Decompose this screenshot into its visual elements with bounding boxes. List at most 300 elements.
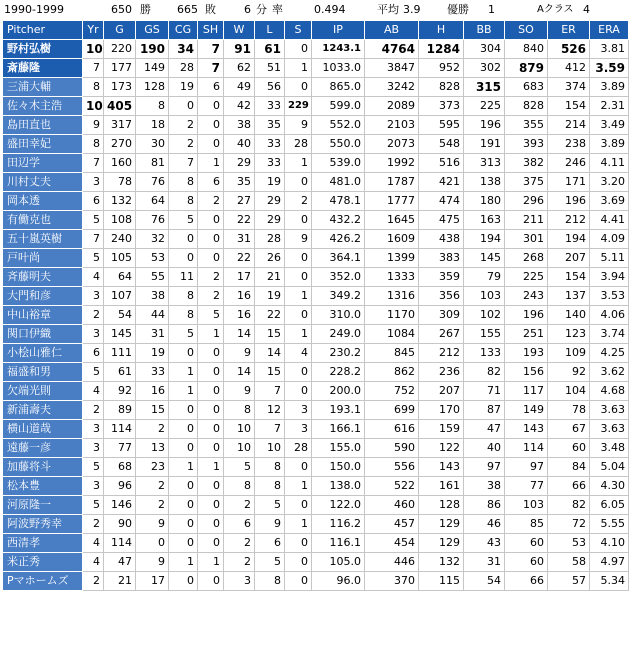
cell-cg: 0 (169, 439, 198, 458)
cell-ab: 2089 (365, 97, 419, 116)
pitcher-name: 河原隆一 (3, 496, 83, 515)
cell-bb: 194 (464, 230, 505, 249)
cell-g: 270 (104, 135, 136, 154)
cell-ip: 432.2 (312, 211, 365, 230)
cell-l: 5 (255, 496, 285, 515)
cell-sh: 7 (198, 40, 224, 59)
cell-so: 156 (505, 363, 548, 382)
table-row (3, 420, 629, 439)
pitcher-name: 野村弘樹 (3, 40, 83, 59)
cell-ip: 349.2 (312, 287, 365, 306)
cell-yr: 8 (83, 78, 104, 97)
cell-cg: 0 (169, 344, 198, 363)
cell-w: 5 (224, 458, 255, 477)
cell-ab: 1399 (365, 249, 419, 268)
cell-yr: 5 (83, 211, 104, 230)
cell-cg: 0 (169, 249, 198, 268)
cell-ab: 845 (365, 344, 419, 363)
aclass-label: Aクラス (537, 4, 574, 15)
cell-sh: 0 (198, 496, 224, 515)
cell-s: 1 (285, 515, 312, 534)
pitcher-name: 三浦大輔 (3, 78, 83, 97)
table-row (3, 382, 629, 401)
table-row (3, 439, 629, 458)
cell-bb: 163 (464, 211, 505, 230)
cell-w: 9 (224, 382, 255, 401)
cell-yr: 4 (83, 382, 104, 401)
pitcher-name: 盛田幸妃 (3, 135, 83, 154)
cell-g: 47 (104, 553, 136, 572)
cell-s: 1 (285, 477, 312, 496)
cell-g: 114 (104, 420, 136, 439)
column-header-cg: CG (169, 21, 198, 40)
cell-so: 60 (505, 553, 548, 572)
header-row (3, 21, 629, 40)
cell-gs: 2 (136, 496, 169, 515)
column-header-gs: GS (136, 21, 169, 40)
cell-bb: 43 (464, 534, 505, 553)
table-row (3, 249, 629, 268)
cell-so: 393 (505, 135, 548, 154)
cell-gs: 2 (136, 477, 169, 496)
cell-sh: 1 (198, 458, 224, 477)
cell-sh: 1 (198, 154, 224, 173)
cell-er: 140 (548, 306, 590, 325)
cell-s: 0 (285, 40, 312, 59)
cell-bb: 38 (464, 477, 505, 496)
cell-er: 238 (548, 135, 590, 154)
cell-sh: 0 (198, 230, 224, 249)
cell-g: 105 (104, 249, 136, 268)
cell-ip: 552.0 (312, 116, 365, 135)
cell-era: 4.97 (590, 553, 629, 572)
cell-sh: 1 (198, 325, 224, 344)
cell-cg: 5 (169, 211, 198, 230)
cell-h: 359 (419, 268, 464, 287)
cell-l: 15 (255, 325, 285, 344)
cell-ip: 426.2 (312, 230, 365, 249)
table-row (3, 496, 629, 515)
cell-g: 146 (104, 496, 136, 515)
cell-gs: 0 (136, 534, 169, 553)
cell-w: 16 (224, 287, 255, 306)
cell-cg: 1 (169, 363, 198, 382)
cell-ab: 1645 (365, 211, 419, 230)
pitcher-name: 米正秀 (3, 553, 83, 572)
cell-ip: 352.0 (312, 268, 365, 287)
cell-ip: 249.0 (312, 325, 365, 344)
cell-yr: 7 (83, 154, 104, 173)
pitcher-name: 遠藤一彦 (3, 439, 83, 458)
cell-sh: 1 (198, 553, 224, 572)
cell-l: 14 (255, 344, 285, 363)
cell-era: 3.94 (590, 268, 629, 287)
cell-sh: 0 (198, 515, 224, 534)
cell-g: 107 (104, 287, 136, 306)
cell-g: 160 (104, 154, 136, 173)
cell-bb: 180 (464, 192, 505, 211)
cell-bb: 225 (464, 97, 505, 116)
cell-w: 29 (224, 154, 255, 173)
cell-s: 0 (285, 306, 312, 325)
cell-w: 16 (224, 306, 255, 325)
cell-g: 77 (104, 439, 136, 458)
cell-yr: 9 (83, 116, 104, 135)
cell-er: 82 (548, 496, 590, 515)
cell-g: 64 (104, 268, 136, 287)
cell-gs: 8 (136, 97, 169, 116)
cell-gs: 81 (136, 154, 169, 173)
cell-cg: 7 (169, 154, 198, 173)
cell-s: 3 (285, 401, 312, 420)
cell-w: 38 (224, 116, 255, 135)
table-row (3, 230, 629, 249)
cell-yr: 2 (83, 401, 104, 420)
cell-yr: 3 (83, 439, 104, 458)
cell-sh: 0 (198, 116, 224, 135)
table-row (3, 97, 629, 116)
cell-bb: 86 (464, 496, 505, 515)
cell-h: 129 (419, 534, 464, 553)
column-header-w: W (224, 21, 255, 40)
cell-er: 154 (548, 97, 590, 116)
cell-s: 3 (285, 420, 312, 439)
losses-count: 665 (177, 3, 198, 16)
cell-g: 177 (104, 59, 136, 78)
table-row (3, 458, 629, 477)
cell-cg: 28 (169, 59, 198, 78)
cell-s: 9 (285, 116, 312, 135)
cell-cg: 0 (169, 572, 198, 591)
cell-er: 171 (548, 173, 590, 192)
cell-h: 474 (419, 192, 464, 211)
column-header-g: G (104, 21, 136, 40)
draws-label: 分 (256, 3, 267, 16)
cell-era: 4.09 (590, 230, 629, 249)
cell-bb: 102 (464, 306, 505, 325)
cell-h: 1284 (419, 40, 464, 59)
cell-so: 683 (505, 78, 548, 97)
cell-cg: 0 (169, 496, 198, 515)
cell-h: 212 (419, 344, 464, 363)
cell-so: 193 (505, 344, 548, 363)
cell-ab: 1992 (365, 154, 419, 173)
cell-ab: 446 (365, 553, 419, 572)
cell-era: 5.55 (590, 515, 629, 534)
cell-era: 4.68 (590, 382, 629, 401)
cell-er: 212 (548, 211, 590, 230)
cell-sh: 0 (198, 401, 224, 420)
cell-h: 115 (419, 572, 464, 591)
cell-bb: 315 (464, 78, 505, 97)
pitcher-name: 関口伊織 (3, 325, 83, 344)
table-row (3, 344, 629, 363)
cell-w: 31 (224, 230, 255, 249)
draws-count: 6 (244, 3, 251, 16)
cell-l: 7 (255, 382, 285, 401)
cell-h: 143 (419, 458, 464, 477)
cell-ab: 522 (365, 477, 419, 496)
years-range: 1990-1999 (4, 3, 64, 16)
cell-ab: 556 (365, 458, 419, 477)
cell-w: 14 (224, 325, 255, 344)
pitcher-name: 岡本透 (3, 192, 83, 211)
column-header-yr: Yr (83, 21, 104, 40)
cell-h: 475 (419, 211, 464, 230)
cell-sh: 0 (198, 477, 224, 496)
cell-l: 51 (255, 59, 285, 78)
cell-yr: 6 (83, 192, 104, 211)
cell-ab: 1170 (365, 306, 419, 325)
cell-g: 108 (104, 211, 136, 230)
column-header-ab: AB (365, 21, 419, 40)
pitcher-name: 小桧山雅仁 (3, 344, 83, 363)
cell-cg: 0 (169, 401, 198, 420)
cell-sh: 6 (198, 173, 224, 192)
cell-ip: 478.1 (312, 192, 365, 211)
column-header-bb: BB (464, 21, 505, 40)
cell-so: 879 (505, 59, 548, 78)
cell-era: 4.25 (590, 344, 629, 363)
pitcher-name: 福盛和男 (3, 363, 83, 382)
cell-ip: 96.0 (312, 572, 365, 591)
cell-g: 317 (104, 116, 136, 135)
cell-ab: 590 (365, 439, 419, 458)
cell-gs: 31 (136, 325, 169, 344)
cell-so: 60 (505, 534, 548, 553)
cell-gs: 76 (136, 173, 169, 192)
cell-l: 33 (255, 154, 285, 173)
cell-gs: 53 (136, 249, 169, 268)
cell-so: 382 (505, 154, 548, 173)
cell-w: 3 (224, 572, 255, 591)
avg-label: 平均 (377, 3, 399, 16)
cell-ip: 150.0 (312, 458, 365, 477)
cell-h: 595 (419, 116, 464, 135)
cell-sh: 0 (198, 249, 224, 268)
cell-era: 3.74 (590, 325, 629, 344)
cell-er: 123 (548, 325, 590, 344)
cell-yr: 7 (83, 230, 104, 249)
cell-ab: 752 (365, 382, 419, 401)
cell-era: 3.89 (590, 135, 629, 154)
cell-ab: 1333 (365, 268, 419, 287)
cell-g: 78 (104, 173, 136, 192)
cell-yr: 5 (83, 249, 104, 268)
cell-w: 10 (224, 439, 255, 458)
cell-l: 19 (255, 173, 285, 192)
cell-yr: 2 (83, 515, 104, 534)
cell-w: 10 (224, 420, 255, 439)
cell-bb: 79 (464, 268, 505, 287)
column-header-ip: IP (312, 21, 365, 40)
cell-h: 128 (419, 496, 464, 515)
cell-sh: 0 (198, 439, 224, 458)
cell-cg: 19 (169, 78, 198, 97)
cell-cg: 0 (169, 97, 198, 116)
table-body (3, 40, 629, 591)
cell-cg: 11 (169, 268, 198, 287)
cell-so: 296 (505, 192, 548, 211)
cell-ab: 2103 (365, 116, 419, 135)
cell-er: 66 (548, 477, 590, 496)
pct-value: 0.494 (314, 3, 346, 16)
cell-g: 21 (104, 572, 136, 591)
cell-ip: 105.0 (312, 553, 365, 572)
table-row (3, 515, 629, 534)
cell-bb: 304 (464, 40, 505, 59)
cell-ip: 138.0 (312, 477, 365, 496)
cell-yr: 2 (83, 306, 104, 325)
cell-w: 2 (224, 553, 255, 572)
cell-w: 14 (224, 363, 255, 382)
cell-l: 8 (255, 572, 285, 591)
cell-yr: 2 (83, 572, 104, 591)
cell-gs: 64 (136, 192, 169, 211)
cell-yr: 5 (83, 363, 104, 382)
cell-era: 2.31 (590, 97, 629, 116)
cell-w: 2 (224, 534, 255, 553)
cell-ip: 550.0 (312, 135, 365, 154)
cell-w: 22 (224, 211, 255, 230)
cell-era: 4.11 (590, 154, 629, 173)
pitcher-name: 西清孝 (3, 534, 83, 553)
champ-label: 優勝 (447, 3, 469, 16)
cell-era: 4.06 (590, 306, 629, 325)
cell-cg: 1 (169, 382, 198, 401)
cell-ab: 699 (365, 401, 419, 420)
wins-count: 650 (111, 3, 132, 16)
cell-s: 229 (285, 97, 312, 116)
cell-cg: 8 (169, 192, 198, 211)
cell-er: 412 (548, 59, 590, 78)
cell-s: 2 (285, 192, 312, 211)
cell-ab: 457 (365, 515, 419, 534)
cell-l: 15 (255, 363, 285, 382)
cell-l: 9 (255, 515, 285, 534)
cell-so: 268 (505, 249, 548, 268)
cell-so: 828 (505, 97, 548, 116)
cell-er: 60 (548, 439, 590, 458)
cell-s: 9 (285, 230, 312, 249)
cell-h: 828 (419, 78, 464, 97)
cell-ab: 862 (365, 363, 419, 382)
cell-ip: 155.0 (312, 439, 365, 458)
cell-ip: 481.0 (312, 173, 365, 192)
cell-g: 405 (104, 97, 136, 116)
cell-sh: 6 (198, 78, 224, 97)
cell-g: 61 (104, 363, 136, 382)
cell-l: 6 (255, 534, 285, 553)
cell-era: 3.20 (590, 173, 629, 192)
table-row (3, 477, 629, 496)
cell-l: 7 (255, 420, 285, 439)
table-row (3, 534, 629, 553)
cell-era: 3.49 (590, 116, 629, 135)
cell-l: 33 (255, 135, 285, 154)
column-header-h: H (419, 21, 464, 40)
cell-ab: 3847 (365, 59, 419, 78)
cell-sh: 0 (198, 363, 224, 382)
cell-gs: 18 (136, 116, 169, 135)
cell-sh: 2 (198, 268, 224, 287)
cell-g: 90 (104, 515, 136, 534)
cell-bb: 196 (464, 116, 505, 135)
cell-er: 214 (548, 116, 590, 135)
cell-era: 5.04 (590, 458, 629, 477)
cell-yr: 4 (83, 534, 104, 553)
cell-g: 96 (104, 477, 136, 496)
table-row (3, 363, 629, 382)
cell-g: 132 (104, 192, 136, 211)
cell-bb: 103 (464, 287, 505, 306)
cell-ip: 364.1 (312, 249, 365, 268)
cell-so: 117 (505, 382, 548, 401)
cell-l: 12 (255, 401, 285, 420)
cell-g: 173 (104, 78, 136, 97)
champ-value: 1 (488, 3, 495, 16)
cell-cg: 8 (169, 306, 198, 325)
cell-yr: 4 (83, 553, 104, 572)
pitcher-name: 横山道哉 (3, 420, 83, 439)
cell-er: 196 (548, 192, 590, 211)
cell-gs: 9 (136, 515, 169, 534)
pitcher-name: 有働克也 (3, 211, 83, 230)
cell-so: 840 (505, 40, 548, 59)
cell-bb: 133 (464, 344, 505, 363)
cell-yr: 5 (83, 458, 104, 477)
cell-g: 145 (104, 325, 136, 344)
cell-gs: 17 (136, 572, 169, 591)
cell-w: 49 (224, 78, 255, 97)
cell-h: 356 (419, 287, 464, 306)
cell-s: 0 (285, 173, 312, 192)
cell-era: 4.10 (590, 534, 629, 553)
cell-l: 19 (255, 287, 285, 306)
cell-s: 0 (285, 268, 312, 287)
cell-cg: 34 (169, 40, 198, 59)
cell-er: 53 (548, 534, 590, 553)
table-row (3, 173, 629, 192)
cell-bb: 31 (464, 553, 505, 572)
cell-sh: 0 (198, 382, 224, 401)
cell-bb: 97 (464, 458, 505, 477)
cell-sh: 0 (198, 534, 224, 553)
cell-cg: 0 (169, 534, 198, 553)
cell-ab: 4764 (365, 40, 419, 59)
table-row (3, 116, 629, 135)
cell-ip: 116.1 (312, 534, 365, 553)
pitcher-name: 阿波野秀幸 (3, 515, 83, 534)
cell-er: 526 (548, 40, 590, 59)
pitcher-name: 欠端光則 (3, 382, 83, 401)
cell-h: 516 (419, 154, 464, 173)
cell-l: 35 (255, 116, 285, 135)
cell-yr: 8 (83, 135, 104, 154)
cell-bb: 313 (464, 154, 505, 173)
cell-gs: 128 (136, 78, 169, 97)
cell-h: 129 (419, 515, 464, 534)
cell-ip: 193.1 (312, 401, 365, 420)
column-header-era: ERA (590, 21, 629, 40)
table-row (3, 59, 629, 78)
pct-label: 率 (272, 3, 283, 16)
pitcher-name: 松本豊 (3, 477, 83, 496)
cell-h: 159 (419, 420, 464, 439)
cell-h: 309 (419, 306, 464, 325)
table-row (3, 40, 629, 59)
cell-ip: 539.0 (312, 154, 365, 173)
